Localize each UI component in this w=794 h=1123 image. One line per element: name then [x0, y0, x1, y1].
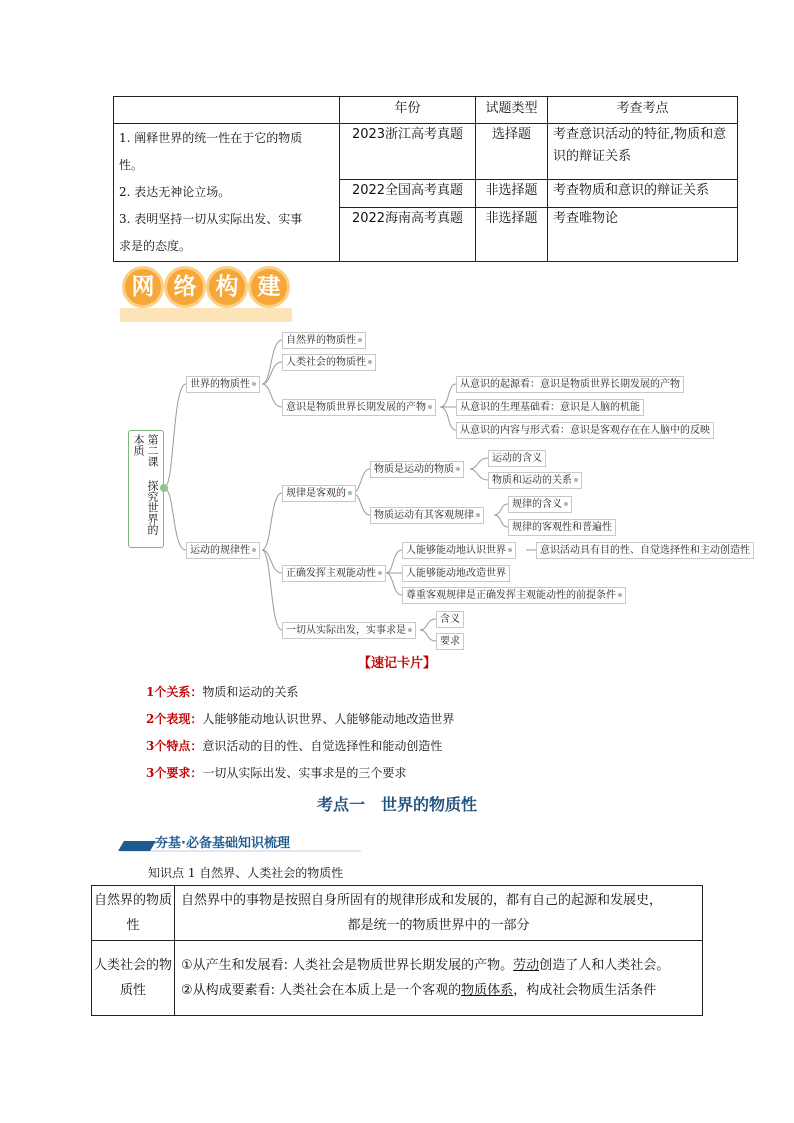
exam-point: 考查唯物论	[548, 208, 738, 262]
card-key: 2个表现：	[146, 712, 203, 726]
node-dot-icon	[378, 571, 382, 575]
banner-char: 络	[164, 266, 206, 308]
row-head: 人类社会的物质性	[92, 941, 175, 1016]
exam-year: 2023浙江高考真题	[340, 124, 476, 180]
card-key: 3个要求：	[146, 766, 203, 780]
connector-line	[262, 340, 282, 384]
node-label: 从意识的内容与形式看：意识是客观存在在人脑中的反映	[460, 425, 710, 436]
node-society[interactable]	[282, 354, 376, 371]
connector-line	[440, 407, 456, 430]
card-item	[146, 737, 442, 754]
body-line	[181, 953, 696, 978]
heading-bar-icon	[118, 841, 156, 851]
knowledge-point-title: 知识点 1 自然界、人类社会的物质性	[148, 866, 344, 880]
node-meaning[interactable]	[436, 611, 464, 628]
node-dot-icon	[252, 548, 256, 552]
banner-char: 网	[122, 266, 164, 308]
exam-year: 2022海南高考真题	[340, 208, 476, 262]
node-label: 物质运动有其客观规律	[374, 510, 474, 521]
card-text: 一切从实际出发、实事求是的三个要求	[202, 766, 407, 780]
node-change-world[interactable]	[402, 565, 510, 582]
node-dot-icon	[252, 382, 256, 386]
goal-line: 2. 表达无神论立场。	[119, 185, 231, 199]
exam-type: 选择题	[476, 124, 548, 180]
exam-header-type: 试题类型	[476, 97, 548, 124]
node-dot-icon	[368, 360, 372, 364]
card-text: 意识活动的目的性、自觉选择性和能动创造性	[202, 739, 443, 753]
collapse-handle-icon[interactable]	[160, 484, 168, 492]
exam-type: 非选择题	[476, 180, 548, 208]
body-line: 都是统一的物质世界中的一部分	[347, 918, 530, 933]
node-label: 正确发挥主观能动性	[286, 568, 376, 579]
connector-line	[494, 515, 508, 527]
foundation-label: 夯基·必备基础知识梳理	[155, 836, 290, 851]
exam-header-year: 年份	[340, 97, 476, 124]
row-head: 自然界的物质性	[92, 886, 175, 941]
node-dot-icon	[348, 491, 352, 495]
node-label: 人能够能动地改造世界	[406, 568, 506, 579]
node-dot-icon	[508, 548, 512, 552]
node-consciousness-content[interactable]	[456, 422, 714, 439]
node-law-objective[interactable]	[282, 485, 356, 502]
node-matter-motion-relation[interactable]	[488, 472, 582, 489]
node-matter-moving[interactable]	[370, 461, 464, 478]
node-know-world[interactable]	[402, 542, 516, 559]
body-text: 创造了人和人类社会。	[539, 958, 670, 973]
node-label: 规律是客观的	[286, 488, 346, 499]
node-dot-icon	[618, 593, 622, 597]
node-motion-law[interactable]	[186, 542, 260, 559]
connector-line	[386, 550, 402, 573]
node-from-reality[interactable]	[282, 622, 416, 639]
goal-line: 求是的态度。	[119, 239, 192, 253]
card-text: 物质和运动的关系	[202, 685, 299, 699]
body-line	[181, 978, 696, 1003]
node-label: 一切从实际出发，实事求是	[286, 625, 406, 636]
goal-line: 性。	[119, 158, 144, 172]
node-label: 意识是物质世界长期发展的产物	[286, 402, 426, 413]
section-title: 考点一 世界的物质性	[316, 795, 477, 814]
banner-char: 构	[206, 266, 248, 308]
node-dot-icon	[564, 502, 568, 506]
node-label: 物质是运动的物质	[374, 464, 454, 475]
connector-line	[164, 384, 186, 488]
body-text: ①从产生和发展看: 人类社会是物质世界长期发展的产物。	[181, 958, 514, 973]
node-law-meaning[interactable]	[508, 496, 572, 513]
mindmap-root: 第二课 探究世界的本质	[128, 430, 164, 548]
card-key: 3个特点：	[146, 739, 203, 753]
card-item	[146, 683, 298, 700]
card-title: 【速记卡片】	[357, 656, 436, 671]
exam-year: 2022全国高考真题	[340, 180, 476, 208]
node-motion-meaning[interactable]	[488, 450, 546, 467]
node-label: 人能够能动地认识世界	[406, 545, 506, 556]
node-law-objectivity-universality[interactable]	[508, 519, 616, 536]
connector-line	[262, 362, 282, 384]
node-label: 含义	[440, 614, 460, 625]
node-dot-icon	[476, 513, 480, 517]
card-text: 人能够能动地认识世界、人能够能动地改造世界	[202, 712, 455, 726]
node-label: 运动的规律性	[190, 545, 250, 556]
body-line: 自然界中的事物是按照自身所固有的规律形成和发展的，都有自己的起源和发展史，	[181, 893, 663, 908]
row-body	[175, 886, 703, 941]
exam-point: 考查物质和意识的辩证关系	[548, 180, 738, 208]
connector-line	[420, 630, 436, 641]
goal-line: 3. 表明坚持一切从实际出发、实事	[119, 212, 303, 226]
node-consciousness-origin[interactable]	[456, 376, 684, 393]
node-world-material[interactable]	[186, 376, 260, 393]
node-label: 物质和运动的关系	[492, 475, 572, 486]
node-label: 自然界的物质性	[286, 335, 356, 346]
node-nature[interactable]	[282, 332, 366, 349]
connector-line	[470, 458, 488, 469]
underlined-term: 劳动	[513, 958, 540, 973]
underlined-term: 物质体系	[461, 983, 514, 998]
node-initiative[interactable]	[282, 565, 386, 582]
card-item	[146, 764, 406, 781]
card-key: 1个关系：	[146, 685, 203, 699]
connector-line	[262, 384, 282, 407]
connector-line	[494, 504, 508, 515]
node-consciousness[interactable]	[282, 399, 436, 416]
exam-type: 非选择题	[476, 208, 548, 262]
knowledge-table	[91, 885, 703, 1016]
node-conscious-traits[interactable]	[536, 542, 754, 559]
connector-line	[440, 384, 456, 407]
connector-line	[164, 488, 186, 550]
card-item	[146, 710, 454, 727]
node-matter-law[interactable]	[370, 507, 484, 524]
connector-line	[420, 619, 436, 630]
node-consciousness-physiology[interactable]	[456, 399, 644, 416]
node-label: 世界的物质性	[190, 379, 250, 390]
foundation-heading	[121, 831, 361, 853]
body-text: ②从构成要素看: 人类社会在本质上是一个客观的	[181, 983, 462, 998]
node-label: 意识活动具有目的性、自觉选择性和主动创造性	[540, 545, 750, 556]
connector-line	[386, 573, 402, 595]
body-text: ，构成社会物质生活条件	[513, 983, 657, 998]
node-label: 规律的客观性和普遍性	[512, 522, 612, 533]
node-label: 人类社会的物质性	[286, 357, 366, 368]
node-respect-law[interactable]	[402, 587, 626, 604]
node-dot-icon	[428, 405, 432, 409]
connector-line	[470, 469, 488, 480]
row-body	[175, 941, 703, 1016]
node-dot-icon	[358, 338, 362, 342]
connector-line	[262, 493, 282, 550]
node-label: 规律的含义	[512, 499, 562, 510]
goal-line: 1. 阐释世界的统一性在于它的物质	[119, 131, 303, 145]
node-label: 要求	[440, 636, 460, 647]
banner-char: 建	[248, 266, 290, 308]
node-label: 运动的含义	[492, 453, 542, 464]
connector-line	[262, 550, 282, 630]
exam-point: 考查意识活动的特征,物质和意识的辩证关系	[548, 124, 738, 180]
node-label: 尊重客观规律是正确发挥主观能动性的前提条件	[406, 590, 616, 601]
node-dot-icon	[574, 478, 578, 482]
exam-header-point: 考查考点	[548, 97, 738, 124]
node-label: 从意识的起源看：意识是物质世界长期发展的产物	[460, 379, 680, 390]
node-label: 从意识的生理基础看：意识是人脑的机能	[460, 402, 640, 413]
node-dot-icon	[456, 467, 460, 471]
node-dot-icon	[408, 628, 412, 632]
node-requirement[interactable]	[436, 633, 464, 650]
